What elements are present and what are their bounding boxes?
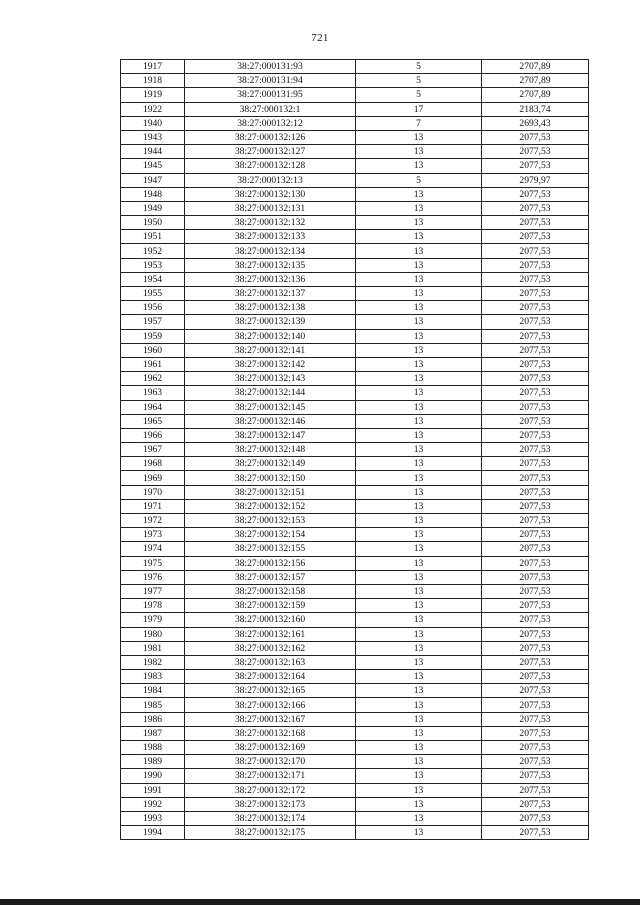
code-cell: 13: [356, 443, 482, 457]
row-number-cell: 1990: [121, 769, 185, 783]
value-cell: 2077,53: [482, 698, 589, 712]
table-row: [121, 428, 589, 442]
value-cell: 2077,53: [482, 655, 589, 669]
table-row: [121, 357, 589, 371]
value-cell: 2183,74: [482, 102, 589, 116]
value-cell: 2077,53: [482, 414, 589, 428]
table-body: [121, 60, 589, 840]
code-cell: 5: [356, 60, 482, 74]
cadastral-number-cell: 38:27:000132:166: [185, 698, 356, 712]
row-number-cell: 1988: [121, 741, 185, 755]
code-cell: 13: [356, 216, 482, 230]
cadastral-number-cell: 38:27:000132:174: [185, 811, 356, 825]
cadastral-number-cell: 38:27:000132:133: [185, 230, 356, 244]
value-cell: 2077,53: [482, 400, 589, 414]
row-number-cell: 1917: [121, 60, 185, 74]
row-number-cell: 1993: [121, 811, 185, 825]
table-row: [121, 726, 589, 740]
value-cell: 2077,53: [482, 670, 589, 684]
row-number-cell: 1980: [121, 627, 185, 641]
cadastral-number-cell: 38:27:000132:144: [185, 386, 356, 400]
value-cell: 2077,53: [482, 357, 589, 371]
table-row: [121, 88, 589, 102]
value-cell: 2077,53: [482, 769, 589, 783]
scan-edge-rule: [0, 899, 640, 905]
value-cell: 2077,53: [482, 641, 589, 655]
row-number-cell: 1969: [121, 471, 185, 485]
cadastral-number-cell: 38:27:000132:154: [185, 528, 356, 542]
table-row: [121, 301, 589, 315]
value-cell: 2077,53: [482, 343, 589, 357]
row-number-cell: 1919: [121, 88, 185, 102]
table-row: [121, 471, 589, 485]
table-row: [121, 783, 589, 797]
code-cell: 13: [356, 584, 482, 598]
row-number-cell: 1951: [121, 230, 185, 244]
code-cell: 13: [356, 670, 482, 684]
value-cell: 2707,89: [482, 88, 589, 102]
table-row: [121, 272, 589, 286]
table-row: [121, 329, 589, 343]
code-cell: 13: [356, 343, 482, 357]
code-cell: 13: [356, 556, 482, 570]
value-cell: 2077,53: [482, 272, 589, 286]
cadastral-number-cell: 38:27:000132:134: [185, 244, 356, 258]
value-cell: 2707,89: [482, 60, 589, 74]
row-number-cell: 1976: [121, 570, 185, 584]
table-row: [121, 315, 589, 329]
code-cell: 13: [356, 357, 482, 371]
value-cell: 2077,53: [482, 230, 589, 244]
cadastral-number-cell: 38:27:000132:161: [185, 627, 356, 641]
row-number-cell: 1981: [121, 641, 185, 655]
code-cell: 13: [356, 726, 482, 740]
code-cell: 13: [356, 570, 482, 584]
code-cell: 13: [356, 372, 482, 386]
code-cell: 5: [356, 88, 482, 102]
value-cell: 2077,53: [482, 755, 589, 769]
row-number-cell: 1957: [121, 315, 185, 329]
cadastral-number-cell: 38:27:000132:152: [185, 499, 356, 513]
cadastral-number-cell: 38:27:000132:126: [185, 130, 356, 144]
row-number-cell: 1956: [121, 301, 185, 315]
cadastral-number-cell: 38:27:000131:94: [185, 74, 356, 88]
row-number-cell: 1992: [121, 797, 185, 811]
cadastral-number-cell: 38:27:000132:140: [185, 329, 356, 343]
code-cell: 13: [356, 315, 482, 329]
row-number-cell: 1949: [121, 201, 185, 215]
code-cell: 13: [356, 783, 482, 797]
value-cell: 2077,53: [482, 372, 589, 386]
value-cell: 2077,53: [482, 457, 589, 471]
cadastral-number-cell: 38:27:000132:149: [185, 457, 356, 471]
row-number-cell: 1979: [121, 613, 185, 627]
row-number-cell: 1974: [121, 542, 185, 556]
code-cell: 13: [356, 755, 482, 769]
cadastral-number-cell: 38:27:000132:169: [185, 741, 356, 755]
row-number-cell: 1952: [121, 244, 185, 258]
row-number-cell: 1967: [121, 443, 185, 457]
code-cell: 13: [356, 741, 482, 755]
cadastral-number-cell: 38:27:000132:13: [185, 173, 356, 187]
code-cell: 13: [356, 386, 482, 400]
code-cell: 13: [356, 457, 482, 471]
cadastral-number-cell: 38:27:000132:171: [185, 769, 356, 783]
cadastral-number-cell: 38:27:000132:136: [185, 272, 356, 286]
table-row: [121, 173, 589, 187]
row-number-cell: 1950: [121, 216, 185, 230]
value-cell: 2077,53: [482, 726, 589, 740]
code-cell: 13: [356, 272, 482, 286]
code-cell: 13: [356, 287, 482, 301]
row-number-cell: 1943: [121, 130, 185, 144]
cadastral-number-cell: 38:27:000132:156: [185, 556, 356, 570]
code-cell: 13: [356, 797, 482, 811]
table-row: [121, 528, 589, 542]
row-number-cell: 1940: [121, 116, 185, 130]
value-cell: 2077,53: [482, 159, 589, 173]
table-row: [121, 698, 589, 712]
cadastral-number-cell: 38:27:000132:145: [185, 400, 356, 414]
table-row: [121, 570, 589, 584]
table-row: [121, 287, 589, 301]
value-cell: 2077,53: [482, 542, 589, 556]
cadastral-number-cell: 38:27:000132:167: [185, 712, 356, 726]
cadastral-number-cell: 38:27:000132:147: [185, 428, 356, 442]
cadastral-number-cell: 38:27:000132:165: [185, 684, 356, 698]
code-cell: 13: [356, 528, 482, 542]
code-cell: 13: [356, 201, 482, 215]
value-cell: 2077,53: [482, 499, 589, 513]
cadastral-number-cell: 38:27:000132:146: [185, 414, 356, 428]
value-cell: 2077,53: [482, 797, 589, 811]
row-number-cell: 1964: [121, 400, 185, 414]
code-cell: 5: [356, 74, 482, 88]
cadastral-number-cell: 38:27:000132:170: [185, 755, 356, 769]
code-cell: 13: [356, 414, 482, 428]
cadastral-number-cell: 38:27:000132:150: [185, 471, 356, 485]
table-row: [121, 641, 589, 655]
table-row: [121, 514, 589, 528]
value-cell: 2077,53: [482, 584, 589, 598]
value-cell: 2077,53: [482, 826, 589, 840]
code-cell: 13: [356, 400, 482, 414]
value-cell: 2077,53: [482, 287, 589, 301]
table-row: [121, 712, 589, 726]
value-cell: 2077,53: [482, 471, 589, 485]
value-cell: 2979,97: [482, 173, 589, 187]
table-row: [121, 102, 589, 116]
row-number-cell: 1971: [121, 499, 185, 513]
code-cell: 17: [356, 102, 482, 116]
row-number-cell: 1975: [121, 556, 185, 570]
row-number-cell: 1962: [121, 372, 185, 386]
cadastral-number-cell: 38:27:000132:157: [185, 570, 356, 584]
cadastral-number-cell: 38:27:000132:141: [185, 343, 356, 357]
cadastral-number-cell: 38:27:000132:162: [185, 641, 356, 655]
table-row: [121, 216, 589, 230]
cadastral-number-cell: 38:27:000132:172: [185, 783, 356, 797]
row-number-cell: 1973: [121, 528, 185, 542]
table-row: [121, 499, 589, 513]
cadastral-number-cell: 38:27:000132:135: [185, 258, 356, 272]
value-cell: 2077,53: [482, 187, 589, 201]
value-cell: 2077,53: [482, 485, 589, 499]
value-cell: 2077,53: [482, 811, 589, 825]
table-row: [121, 457, 589, 471]
row-number-cell: 1970: [121, 485, 185, 499]
row-number-cell: 1965: [121, 414, 185, 428]
value-cell: 2077,53: [482, 386, 589, 400]
value-cell: 2077,53: [482, 443, 589, 457]
value-cell: 2077,53: [482, 570, 589, 584]
data-table: [120, 59, 589, 840]
code-cell: 13: [356, 301, 482, 315]
row-number-cell: 1922: [121, 102, 185, 116]
cadastral-number-cell: 38:27:000132:173: [185, 797, 356, 811]
value-cell: 2077,53: [482, 201, 589, 215]
code-cell: 13: [356, 769, 482, 783]
table-row: [121, 670, 589, 684]
row-number-cell: 1944: [121, 145, 185, 159]
value-cell: 2077,53: [482, 145, 589, 159]
row-number-cell: 1991: [121, 783, 185, 797]
cadastral-number-cell: 38:27:000132:132: [185, 216, 356, 230]
table-row: [121, 741, 589, 755]
code-cell: 13: [356, 542, 482, 556]
value-cell: 2077,53: [482, 684, 589, 698]
cadastral-number-cell: 38:27:000132:163: [185, 655, 356, 669]
cadastral-number-cell: 38:27:000132:142: [185, 357, 356, 371]
code-cell: 13: [356, 698, 482, 712]
table-row: [121, 584, 589, 598]
table-row: [121, 60, 589, 74]
table-row: [121, 145, 589, 159]
table-row: [121, 386, 589, 400]
table-row: [121, 599, 589, 613]
cadastral-number-cell: 38:27:000131:95: [185, 88, 356, 102]
table-row: [121, 755, 589, 769]
table-row: [121, 258, 589, 272]
code-cell: 13: [356, 329, 482, 343]
row-number-cell: 1955: [121, 287, 185, 301]
table-row: [121, 627, 589, 641]
value-cell: 2077,53: [482, 599, 589, 613]
table-row: [121, 769, 589, 783]
table-row: [121, 655, 589, 669]
code-cell: 13: [356, 159, 482, 173]
row-number-cell: 1982: [121, 655, 185, 669]
table-row: [121, 400, 589, 414]
data-table-container: [120, 59, 588, 840]
table-row: [121, 684, 589, 698]
row-number-cell: 1984: [121, 684, 185, 698]
cadastral-number-cell: 38:27:000132:153: [185, 514, 356, 528]
value-cell: 2077,53: [482, 528, 589, 542]
code-cell: 13: [356, 613, 482, 627]
row-number-cell: 1963: [121, 386, 185, 400]
cadastral-number-cell: 38:27:000132:175: [185, 826, 356, 840]
row-number-cell: 1959: [121, 329, 185, 343]
code-cell: 13: [356, 599, 482, 613]
row-number-cell: 1960: [121, 343, 185, 357]
code-cell: 5: [356, 173, 482, 187]
cadastral-number-cell: 38:27:000132:168: [185, 726, 356, 740]
value-cell: 2077,53: [482, 315, 589, 329]
row-number-cell: 1977: [121, 584, 185, 598]
cadastral-number-cell: 38:27:000132:160: [185, 613, 356, 627]
code-cell: 7: [356, 116, 482, 130]
cadastral-number-cell: 38:27:000132:139: [185, 315, 356, 329]
cadastral-number-cell: 38:27:000131:93: [185, 60, 356, 74]
cadastral-number-cell: 38:27:000132:128: [185, 159, 356, 173]
cadastral-number-cell: 38:27:000132:164: [185, 670, 356, 684]
row-number-cell: 1968: [121, 457, 185, 471]
cadastral-number-cell: 38:27:000132:12: [185, 116, 356, 130]
value-cell: 2707,89: [482, 74, 589, 88]
table-row: [121, 556, 589, 570]
code-cell: 13: [356, 485, 482, 499]
table-row: [121, 414, 589, 428]
code-cell: 13: [356, 811, 482, 825]
value-cell: 2077,53: [482, 627, 589, 641]
row-number-cell: 1947: [121, 173, 185, 187]
table-row: [121, 485, 589, 499]
cadastral-number-cell: 38:27:000132:127: [185, 145, 356, 159]
row-number-cell: 1994: [121, 826, 185, 840]
row-number-cell: 1918: [121, 74, 185, 88]
cadastral-number-cell: 38:27:000132:138: [185, 301, 356, 315]
value-cell: 2077,53: [482, 216, 589, 230]
row-number-cell: 1989: [121, 755, 185, 769]
row-number-cell: 1978: [121, 599, 185, 613]
value-cell: 2077,53: [482, 741, 589, 755]
value-cell: 2693,43: [482, 116, 589, 130]
cadastral-number-cell: 38:27:000132:159: [185, 599, 356, 613]
code-cell: 13: [356, 826, 482, 840]
code-cell: 13: [356, 230, 482, 244]
table-row: [121, 797, 589, 811]
code-cell: 13: [356, 428, 482, 442]
row-number-cell: 1983: [121, 670, 185, 684]
code-cell: 13: [356, 712, 482, 726]
row-number-cell: 1986: [121, 712, 185, 726]
cadastral-number-cell: 38:27:000132:1: [185, 102, 356, 116]
code-cell: 13: [356, 499, 482, 513]
table-row: [121, 187, 589, 201]
table-row: [121, 372, 589, 386]
cadastral-number-cell: 38:27:000132:131: [185, 201, 356, 215]
table-row: [121, 130, 589, 144]
value-cell: 2077,53: [482, 329, 589, 343]
code-cell: 13: [356, 145, 482, 159]
cadastral-number-cell: 38:27:000132:158: [185, 584, 356, 598]
cadastral-number-cell: 38:27:000132:143: [185, 372, 356, 386]
code-cell: 13: [356, 627, 482, 641]
table-row: [121, 230, 589, 244]
value-cell: 2077,53: [482, 514, 589, 528]
cadastral-number-cell: 38:27:000132:130: [185, 187, 356, 201]
value-cell: 2077,53: [482, 783, 589, 797]
table-row: [121, 244, 589, 258]
code-cell: 13: [356, 258, 482, 272]
table-row: [121, 343, 589, 357]
value-cell: 2077,53: [482, 258, 589, 272]
code-cell: 13: [356, 655, 482, 669]
row-number-cell: 1945: [121, 159, 185, 173]
table-row: [121, 613, 589, 627]
row-number-cell: 1953: [121, 258, 185, 272]
row-number-cell: 1985: [121, 698, 185, 712]
value-cell: 2077,53: [482, 244, 589, 258]
row-number-cell: 1954: [121, 272, 185, 286]
table-row: [121, 201, 589, 215]
table-row: [121, 542, 589, 556]
code-cell: 13: [356, 514, 482, 528]
value-cell: 2077,53: [482, 556, 589, 570]
code-cell: 13: [356, 130, 482, 144]
row-number-cell: 1948: [121, 187, 185, 201]
value-cell: 2077,53: [482, 712, 589, 726]
table-row: [121, 811, 589, 825]
cadastral-number-cell: 38:27:000132:137: [185, 287, 356, 301]
value-cell: 2077,53: [482, 613, 589, 627]
code-cell: 13: [356, 187, 482, 201]
table-row: [121, 159, 589, 173]
cadastral-number-cell: 38:27:000132:151: [185, 485, 356, 499]
code-cell: 13: [356, 641, 482, 655]
value-cell: 2077,53: [482, 130, 589, 144]
table-row: [121, 116, 589, 130]
value-cell: 2077,53: [482, 428, 589, 442]
table-row: [121, 443, 589, 457]
value-cell: 2077,53: [482, 301, 589, 315]
page-number: 721: [311, 32, 329, 44]
row-number-cell: 1966: [121, 428, 185, 442]
table-row: [121, 826, 589, 840]
code-cell: 13: [356, 244, 482, 258]
row-number-cell: 1961: [121, 357, 185, 371]
table-row: [121, 74, 589, 88]
row-number-cell: 1972: [121, 514, 185, 528]
row-number-cell: 1987: [121, 726, 185, 740]
code-cell: 13: [356, 684, 482, 698]
code-cell: 13: [356, 471, 482, 485]
cadastral-number-cell: 38:27:000132:148: [185, 443, 356, 457]
cadastral-number-cell: 38:27:000132:155: [185, 542, 356, 556]
